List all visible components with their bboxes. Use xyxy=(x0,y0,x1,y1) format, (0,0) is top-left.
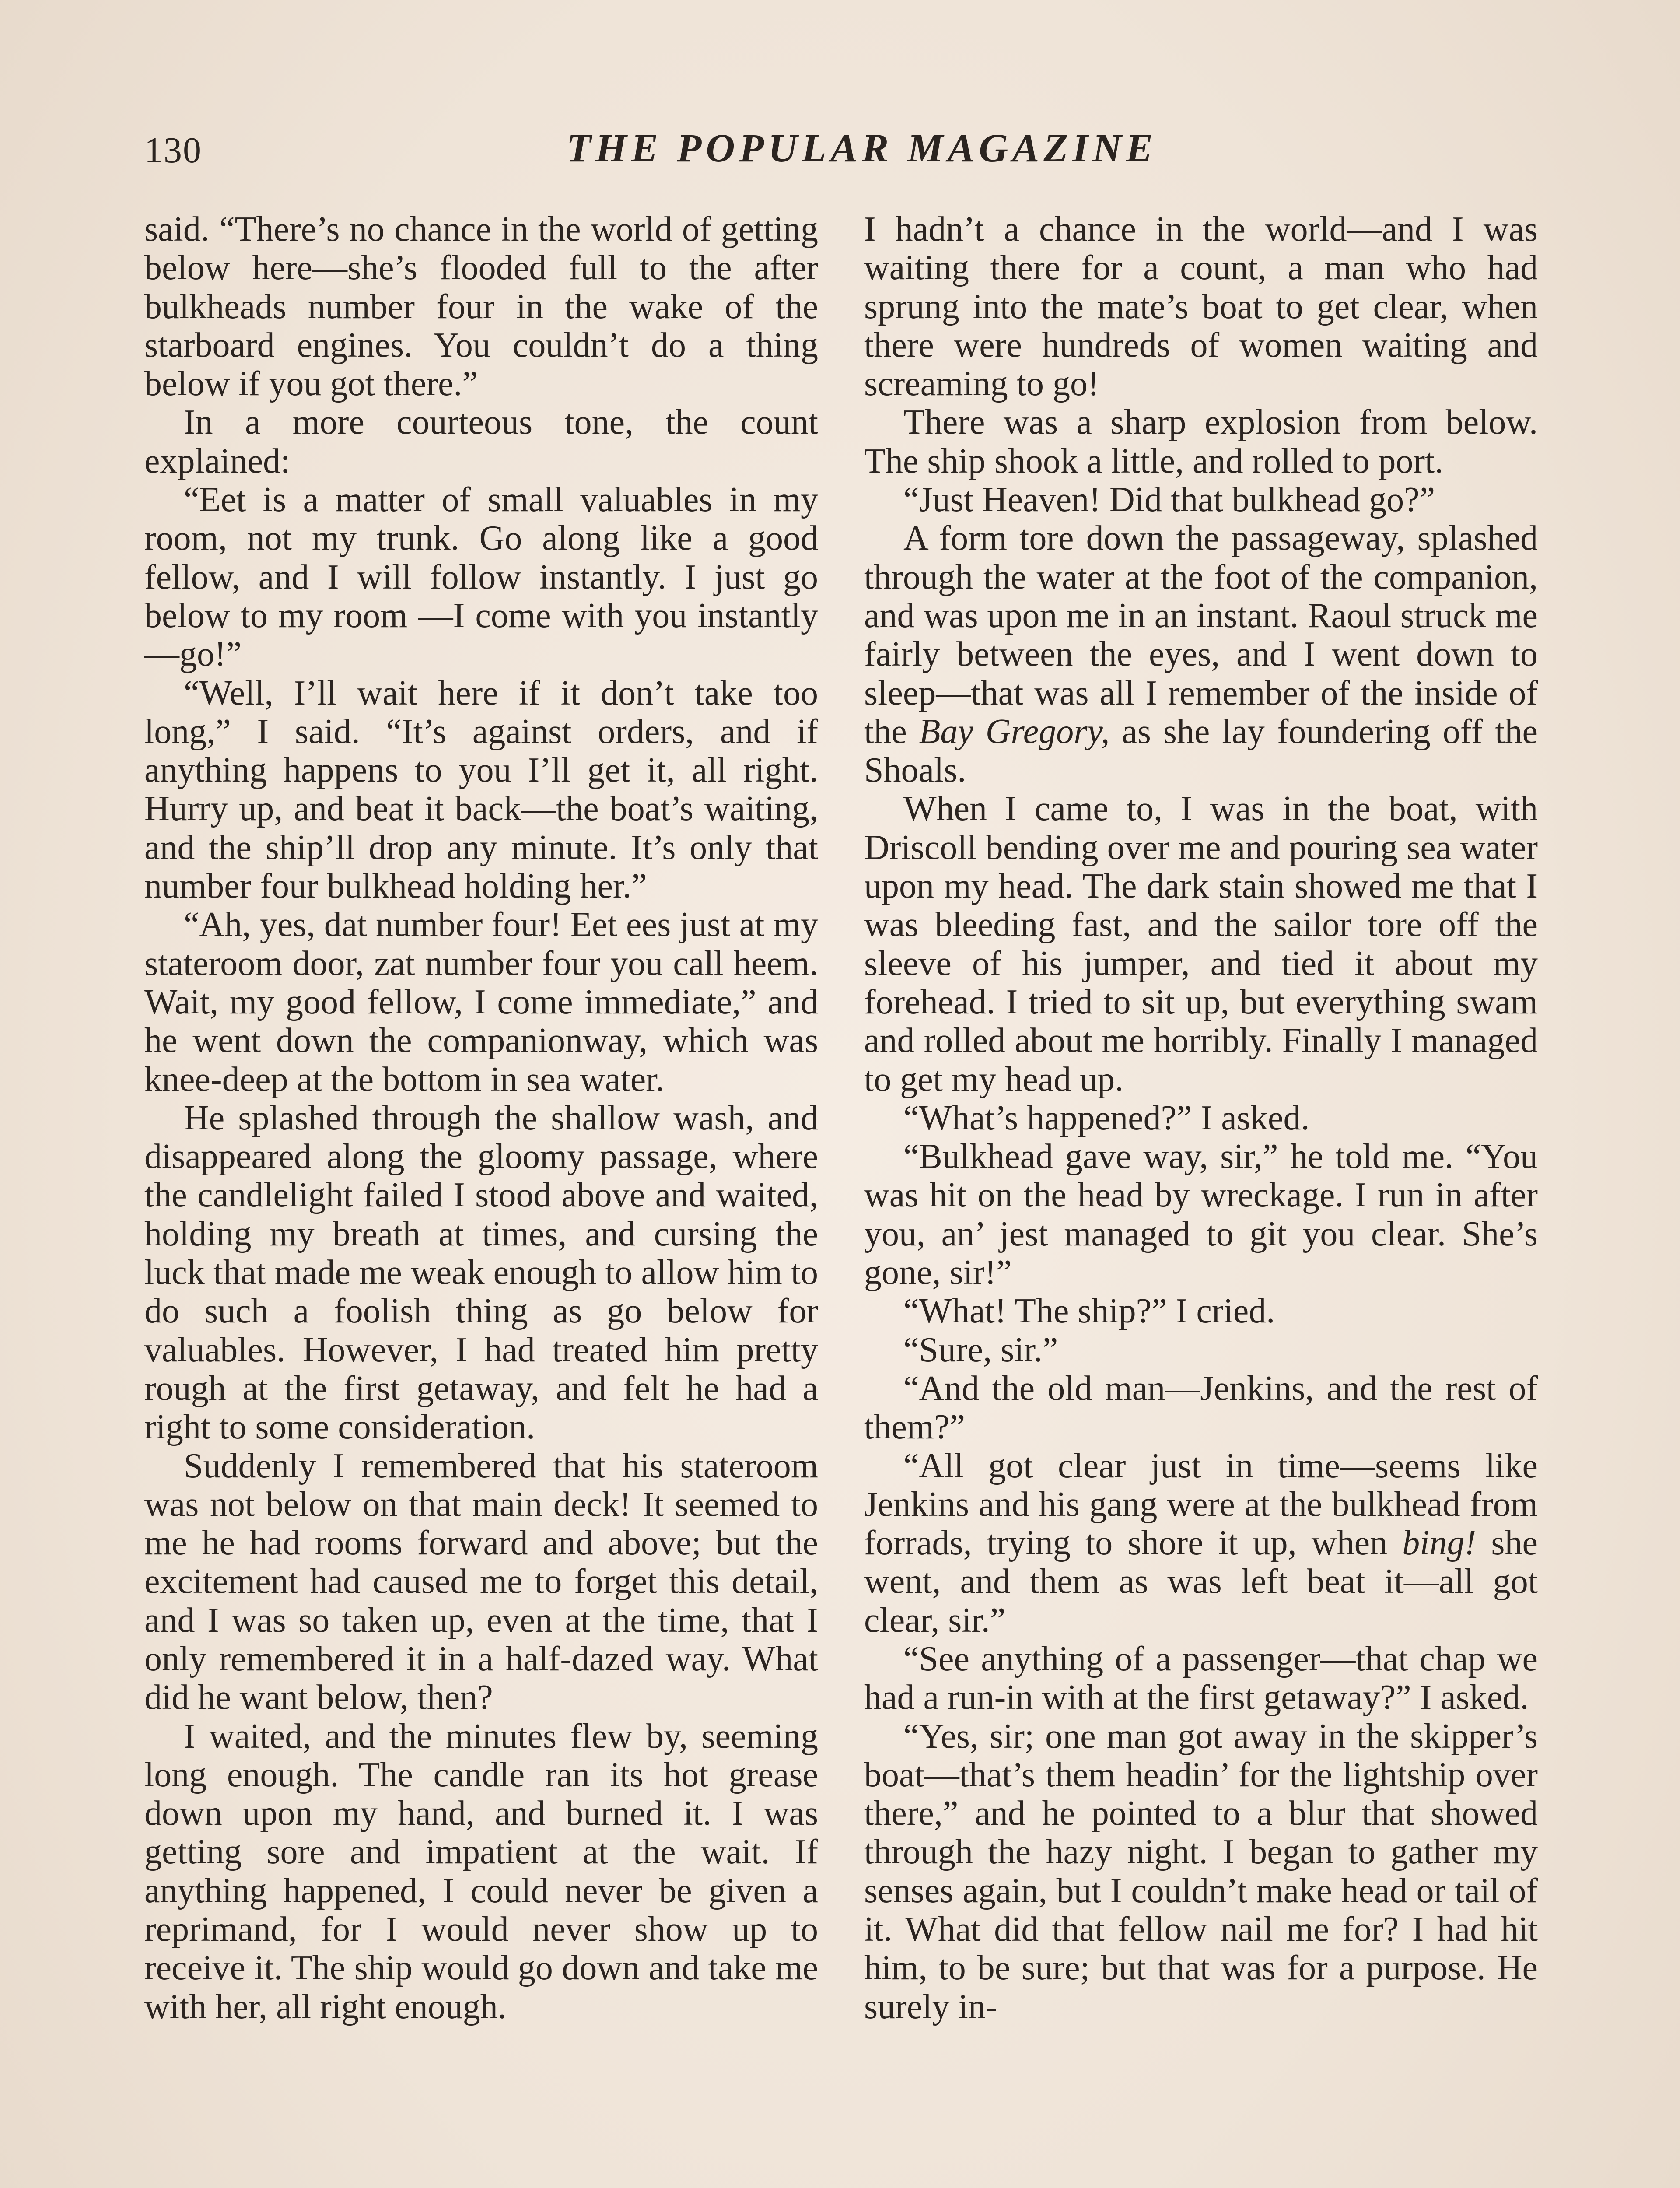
text-run: as she lay foundering off the Shoals. xyxy=(864,712,1538,790)
paragraph: “Eet is a matter of small valuables in my room, not my trunk. Go along like a good fellow, and I will follow instantly. I just go below to my room —I come with you instantly—go!” xyxy=(144,480,818,674)
paragraph: When I came to, I was in the boat, with Driscoll bending over me and pouring sea water upon my head. The dark stain showed me that I was bleeding fast, and the sailor tore off the sleeve of his jumper, and tied it about my forehead. I tried to sit up, but everything swam and rolled about me horribly. Finally I managed to get my head up. xyxy=(864,789,1538,1099)
paragraph: I waited, and the minutes flew by, seeming long enough. The candle ran its hot grease down upon my hand, and burned it. I was getting sore and impatient at the wait. If anything happened, I could never be given a reprimand, for I would never show up to receive it. The ship would go down and take me with her, all right enough. xyxy=(144,1717,818,2026)
paragraph: “Sure, sir.” xyxy=(903,1330,1058,1369)
paragraph xyxy=(864,1447,1538,1640)
page-header xyxy=(144,125,1579,177)
paragraph: In a more courteous tone, the count explained: xyxy=(144,403,818,480)
paragraph: Suddenly I remembered that his stateroom was not below on that main deck! It seemed to me he had rooms forward and above; but the excitement had caused me to forget this detail, and I was so taken up, even at the time, that I only remembered it in a half-dazed way. What did he want below, then? xyxy=(144,1446,818,1717)
paragraph: “Yes, sir; one man got away in the skipper’s boat—that’s them headin’ for the lightship over there,” and he pointed to a blur that showed through the hazy night. I began to gather my senses again, but I couldn’t make head or tail of it. What did that fellow nail me for? I had hit him, to be sure; but that was for a purpose. He surely in- xyxy=(864,1717,1538,2026)
paragraph: “See anything of a passenger—that chap we had a run-in with at the first getaway?” I asked. xyxy=(864,1639,1538,1717)
left-column xyxy=(144,210,818,2026)
paragraph: “Ah, yes, dat number four! Eet ees just at my stateroom door, zat number four you call heem. Wait, my good fellow, I come immediate,” and he went down the companionway, which was knee-deep at the bottom in sea water. xyxy=(144,905,818,1099)
text-run: A form tore down the passageway, splashed through the water at the foot of the companion, and was upon me in an instant. Raoul struck me fairly between the eyes, and I went down to sleep—that was all I remember of the inside of the xyxy=(864,519,1538,751)
right-column xyxy=(864,210,1538,2026)
paragraph: “Just Heaven! Did that bulkhead go?” xyxy=(903,480,1435,519)
paragraph xyxy=(864,519,1538,789)
page-number: 130 xyxy=(144,130,202,171)
paragraph: He splashed through the shallow wash, and disappeared along the gloomy passage, where the candlelight failed I stood above and waited, holding my breath at times, and cursing the luck that made me weak enough to allow him to do such a foolish thing as go below for valuables. However, I had treated him pretty rough at the first getaway, and felt he had a right to some consideration. xyxy=(144,1098,818,1447)
emphasis: bing! xyxy=(1402,1524,1477,1563)
paragraph: “What’s happened?” I asked. xyxy=(903,1098,1310,1137)
text-run: “All got clear just in time—seems like Jenkins and his gang were at the bulkhead from forrads, trying to shore it up, when xyxy=(864,1446,1538,1563)
paragraph: I hadn’t a chance in the world—and I was waiting there for a count, a man who had sprung into the mate’s boat to get clear, when there were hundreds of women waiting and screaming to go! xyxy=(864,210,1538,403)
paragraph: “And the old man—Jenkins, and the rest of them?” xyxy=(864,1369,1538,1447)
paragraph: “Bulkhead gave way, sir,” he told me. “You was hit on the head by wreckage. I run in after you, an’ jest managed to git you clear. She’s gone, sir!” xyxy=(864,1137,1538,1292)
paragraph: “Well, I’ll wait here if it don’t take too long,” I said. “It’s against orders, and if anything happens to you I’ll get it, all right. Hurry up, and beat it back—the boat’s waiting, and the ship’ll drop any minute. It’s only that number four bulkhead holding her.” xyxy=(144,673,818,906)
text-run: she went, and them as was left beat it—all got clear, sir.” xyxy=(864,1524,1538,1640)
ship-name: Bay Gregory, xyxy=(919,712,1110,751)
paragraph: “What! The ship?” I cried. xyxy=(903,1292,1275,1331)
paragraph: There was a sharp explosion from below. The ship shook a little, and rolled to port. xyxy=(864,403,1538,480)
paragraph: said. “There’s no chance in the world of getting below here—she’s flooded full to the after bulkheads number four in the wake of the starboard engines. You couldn’t do a thing below if you got there.” xyxy=(144,210,818,403)
running-head: THE POPULAR MAGAZINE xyxy=(566,126,1158,170)
